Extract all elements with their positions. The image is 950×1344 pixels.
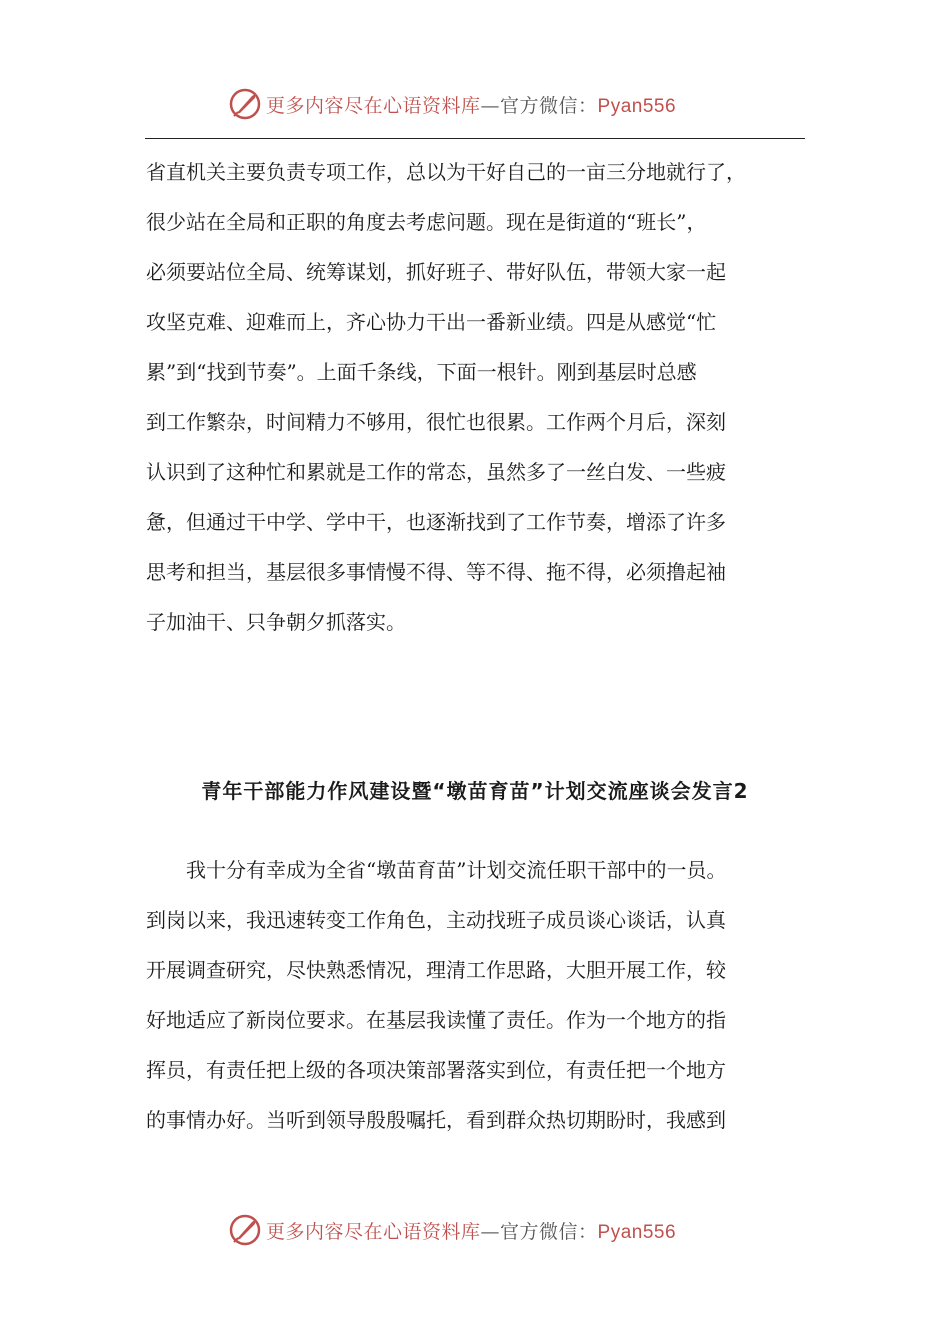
section-title: 青年干部能力作风建设暨“墩苗育苗”计划交流座谈会发言2	[201, 779, 749, 803]
paragraph-line: 我十分有幸成为全省“墩苗育苗”计划交流任职干部中的一员。	[146, 858, 727, 882]
paragraph-line: 到工作繁杂，时间精力不够用，很忙也很累。工作两个月后，深刻	[146, 410, 726, 434]
banner-text	[266, 1217, 676, 1244]
header-banner	[0, 82, 950, 126]
paragraph-line: 攻坚克难、迎难而上，齐心协力干出一番新业绩。四是从感觉“忙	[146, 310, 717, 334]
paragraph-line: 必须要站位全局、统筹谋划，抓好班子、带好队伍，带领大家一起	[146, 260, 726, 284]
banner-wechat-label: 官方微信：	[500, 94, 598, 117]
paragraph-1	[146, 147, 818, 647]
paragraph-line: 的事情办好。当听到领导殷殷嘱托，看到群众热切期盼时，我感到	[146, 1108, 726, 1132]
paragraph-line: 省直机关主要负责专项工作，总以为干好自己的一亩三分地就行了，	[146, 160, 746, 184]
paragraph-line: 认识到了这种忙和累就是工作的常态，虽然多了一丝白发、一些疲	[146, 460, 726, 484]
quill-pen-icon	[228, 87, 262, 121]
banner-wechat-id: Pyan556	[597, 95, 677, 117]
footer-banner	[0, 1208, 950, 1252]
banner-wechat-label: 官方微信：	[500, 1220, 598, 1243]
banner-text	[266, 91, 676, 118]
banner-separator: —	[480, 1220, 501, 1243]
banner-wechat-id: Pyan556	[597, 1221, 677, 1243]
banner-main-text: 更多内容尽在心语资料库	[266, 94, 481, 117]
paragraph-2	[146, 845, 818, 1145]
paragraph-line: 开展调查研究，尽快熟悉情况，理清工作思路，大胆开展工作，较	[146, 958, 726, 982]
paragraph-line: 到岗以来，我迅速转变工作角色，主动找班子成员谈心谈话，认真	[146, 908, 726, 932]
banner-main-text: 更多内容尽在心语资料库	[266, 1220, 481, 1243]
paragraph-line: 累”到“找到节奏”。上面千条线，下面一根针。刚到基层时总感	[146, 360, 697, 384]
paragraph-line: 思考和担当，基层很多事情慢不得、等不得、拖不得，必须撸起袖	[146, 560, 726, 584]
paragraph-line: 惫，但通过干中学、学中干，也逐渐找到了工作节奏，增添了许多	[146, 510, 726, 534]
header-rule	[145, 138, 805, 139]
paragraph-line: 很少站在全局和正职的角度去考虑问题。现在是街道的“班长”，	[146, 210, 707, 234]
paragraph-line: 挥员，有责任把上级的各项决策部署落实到位，有责任把一个地方	[146, 1058, 726, 1082]
paragraph-line: 好地适应了新岗位要求。在基层我读懂了责任。作为一个地方的指	[146, 1008, 726, 1032]
paragraph-line: 子加油干、只争朝夕抓落实。	[146, 610, 406, 634]
quill-pen-icon	[228, 1213, 262, 1247]
banner-separator: —	[480, 94, 501, 117]
